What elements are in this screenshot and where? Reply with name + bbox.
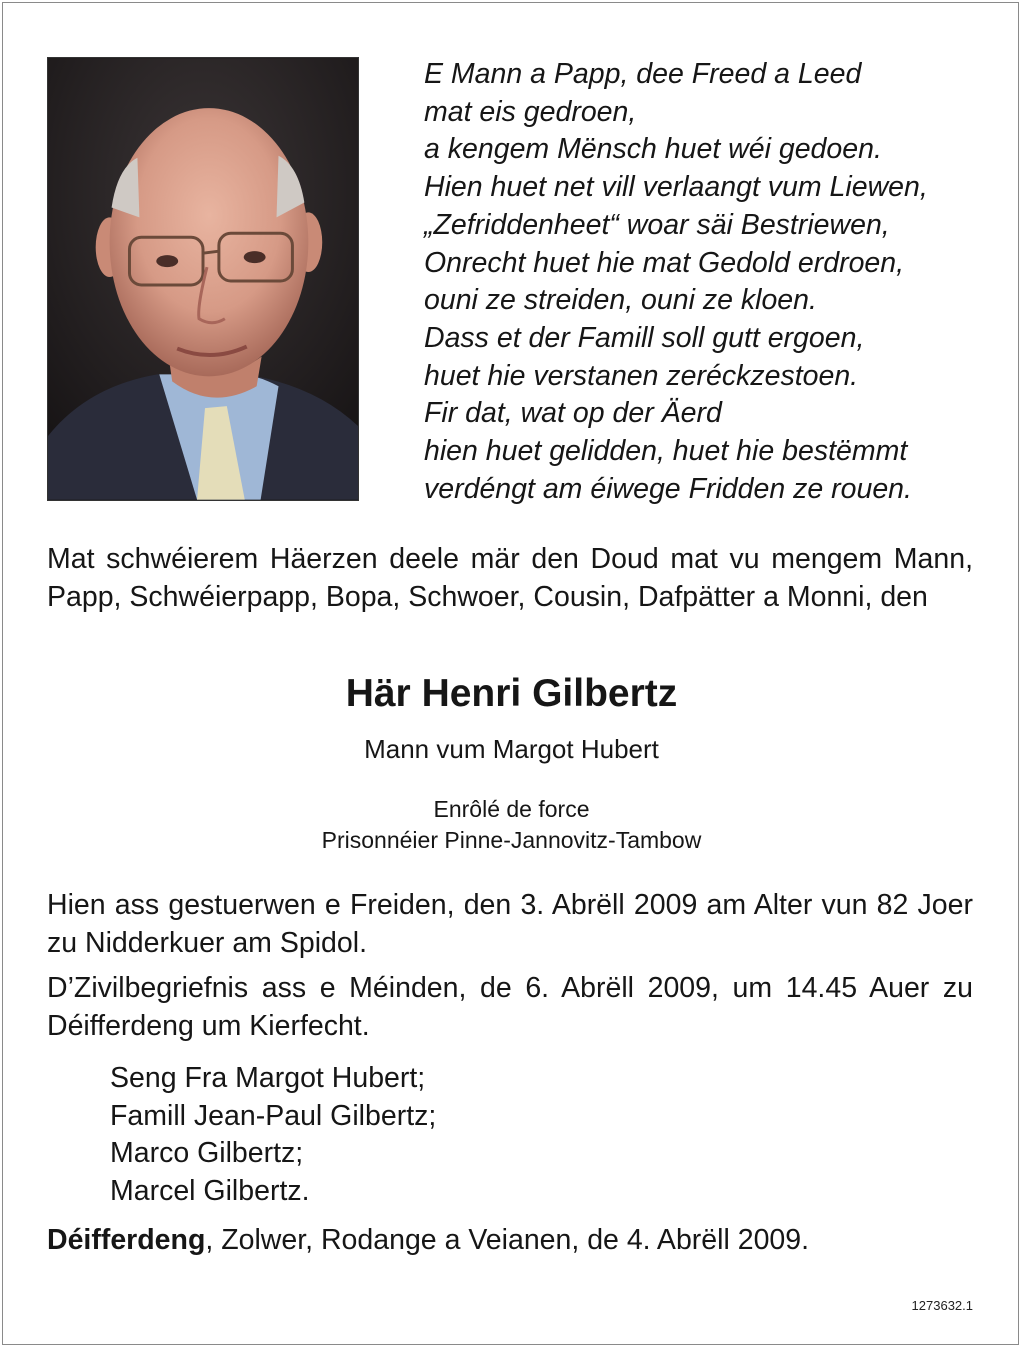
poem-line: mat eis gedroen, [424,95,637,128]
mourner: Marco Gilbertz; [110,1137,304,1170]
mourner: Seng Fra Margot Hubert; [110,1062,426,1094]
funeral-paragraph: D’Zivilbegriefnis ass e Méinden, de 6. Abrëll 2009, um 14.45 Auer zu Déifferdeng um Kierfecht. [47,972,973,1042]
death-paragraph: Hien ass gestuerwen e Freiden, den 3. Abrëll 2009 am Alter vun 82 Joer zu Nidderkuer am Spidol. [47,889,973,959]
closing-place: Déifferdeng [47,1224,206,1256]
poem-line: Dass et der Famill soll gutt ergoen, [424,321,865,354]
mourner: Famill Jean-Paul Gilbertz; [110,1099,437,1132]
portrait-photo-icon [48,58,358,500]
biography-notes [0,794,1023,856]
poem-line: „Zefriddenheet“ woar säi Bestriewen, [424,208,890,241]
poem-line: Onrecht huet hie mat Gedold erdroen, [424,246,905,279]
poem [424,56,1004,508]
poem-line: huet hie verstanen zeréckzestoen. [424,359,859,392]
poem-line: a kengem Mënsch huet wéi gedoen. [424,133,882,166]
poem-line: E Mann a Papp, dee Freed a Leed [424,58,862,90]
deceased-name: Här Henri Gilbertz [345,672,678,715]
poem-line: Hien huet net vill verlaangt vum Liewen, [424,171,928,204]
poem-line: Fir dat, wat op der Äerd [424,397,722,430]
intro-paragraph: Mat schwéierem Häerzen deele mär den Doud mat vu mengem Mann, Papp, Schwéierpapp, Bopa, Schwoer, Cousin, Dafpätter a Monni, den [47,543,973,613]
portrait-photo [47,57,359,501]
poem-line: verdéngt am éiwege Fridden ze rouen. [424,472,912,505]
poem-line: ouni ze streiden, ouni ze kloen. [424,284,817,317]
reference-number: 1273632.1 [911,1298,973,1313]
note-line: Prisonnéier Pinne-Jannovitz-Tambow [321,827,702,853]
closing-rest: , Zolwer, Rodange a Veianen, de 4. Abrëll 2009. [205,1224,810,1256]
mourners-list [110,1060,436,1210]
mourner: Marcel Gilbertz. [110,1174,310,1207]
note-line: Enrôlé de force [433,796,590,822]
spouse-line: Mann vum Margot Hubert [364,734,659,764]
closing-line [47,1224,809,1257]
poem-line: hien huet gelidden, huet hie bestëmmt [424,435,908,468]
